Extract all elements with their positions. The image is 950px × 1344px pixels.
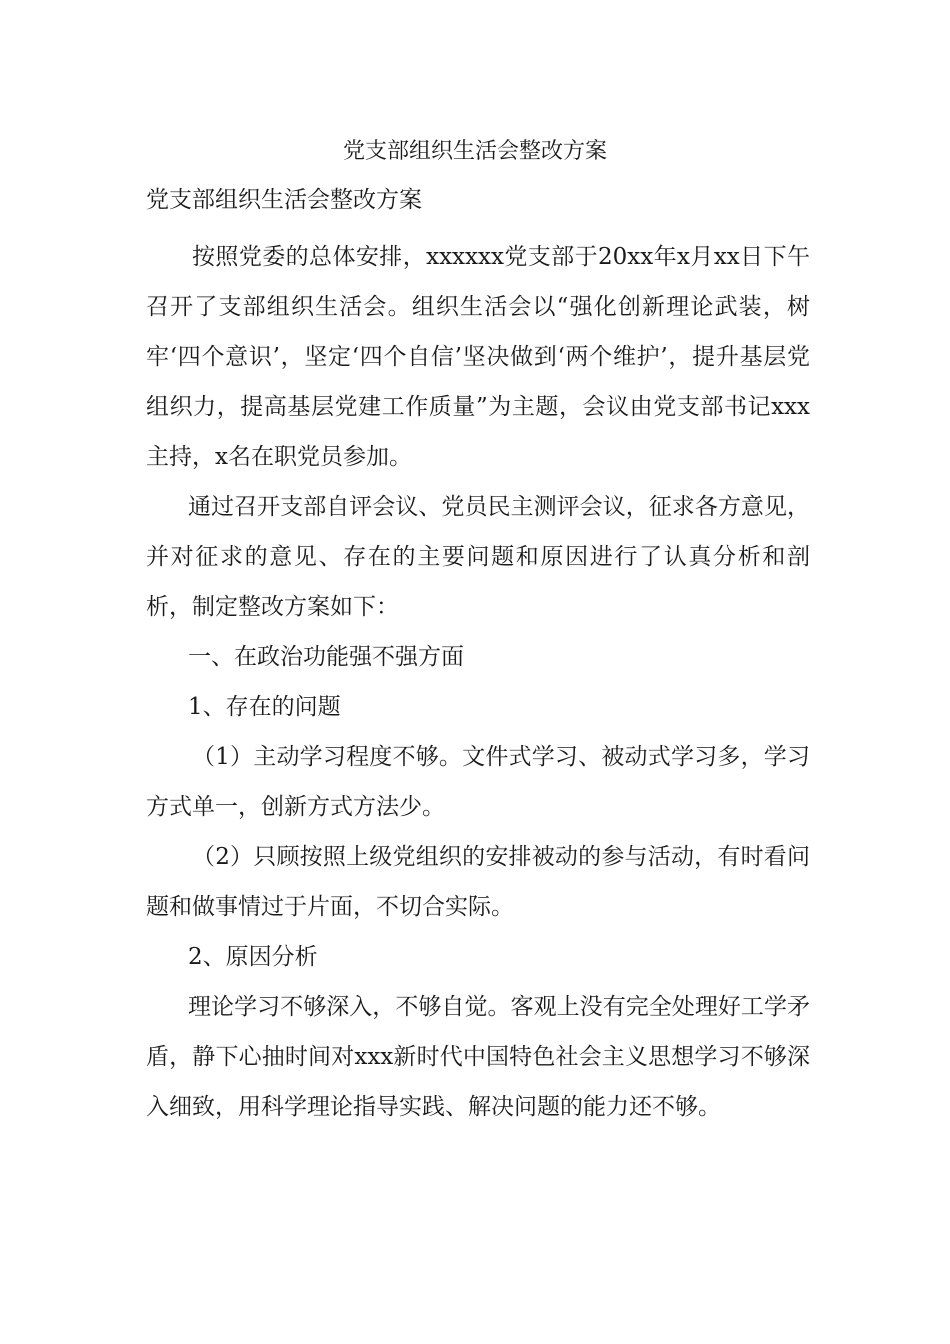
problem-item-1: （1）主动学习程度不够。文件式学习、被动式学习多，学习方式单一，创新方式方法少。 — [146, 744, 810, 820]
document-body — [146, 232, 810, 1132]
document-subtitle: 党支部组织生活会整改方案 — [146, 187, 422, 213]
paragraph-cause-analysis: 理论学习不够深入，不够自觉。客观上没有完全处理好工学矛盾，静下心抽时间对xxx新时代中国特色社会主义思想学习不够深入细致，用科学理论指导实践、解决问题的能力还不够。 — [146, 994, 810, 1120]
problem-item-2: （2）只顾按照上级党组织的安排被动的参与活动，有时看问题和做事情过于片面，不切合实际。 — [146, 844, 810, 920]
paragraph-rectification-plan: 通过召开支部自评会议、党员民主测评会议，征求各方意见，并对征求的意见、存在的主要问题和原因进行了认真分析和剖析，制定整改方案如下： — [146, 494, 810, 620]
paragraph-meeting-intro: 按照党委的总体安排，xxxxxx党支部于20xx年x月xx日下午召开了支部组织生活会。组织生活会以“强化创新理论武装，树牢‘四个意识’，坚定‘四个自信’坚决做到‘两个维护’，提升基层党组织力，提高基层党建工作质量”为主题，会议由党支部书记xxx主持，x名在职党员参加。 — [146, 244, 810, 470]
document-title: 党支部组织生活会整改方案 — [342, 139, 607, 164]
subsection-heading-problems: 1、存在的问题 — [188, 694, 341, 720]
subsection-heading-cause-analysis: 2、原因分析 — [188, 944, 318, 970]
section-heading-political-function: 一、在政治功能强不强方面 — [188, 644, 464, 670]
